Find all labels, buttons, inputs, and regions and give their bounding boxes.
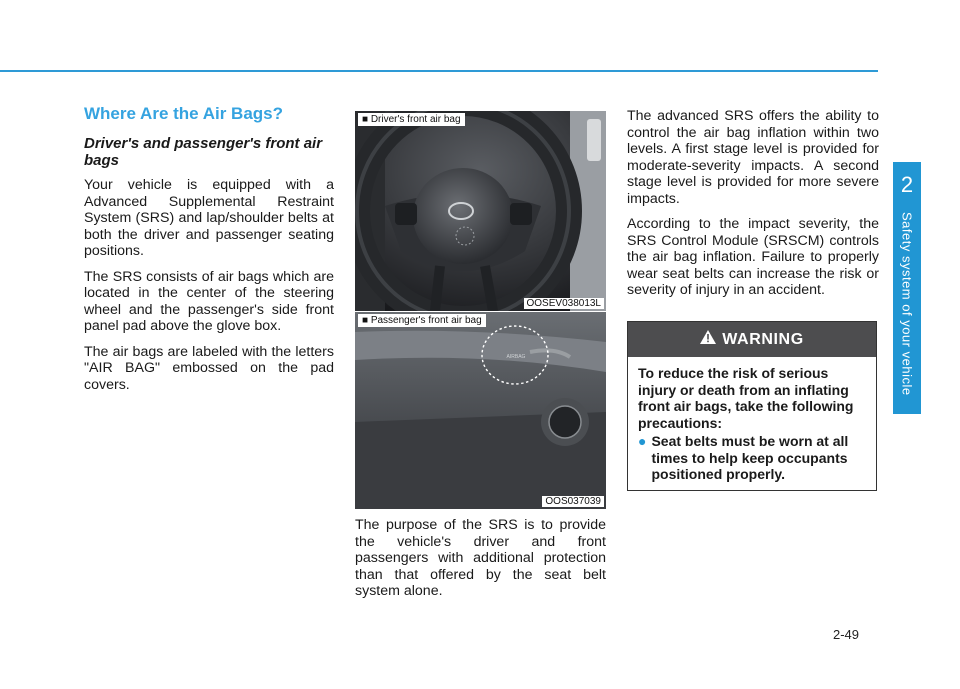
section-heading: Where Are the Air Bags? (84, 104, 284, 123)
warning-header (628, 322, 876, 357)
warning-lead: To reduce the risk of serious injury or death from an inflating front air bags, take the following precautions: (638, 365, 854, 431)
paragraph: According to the impact severity, the SRS Control Module (SRSCM) controls the air bag inflation. Failure to properly wear seat belts can increase the risk or severity of injury in an accident. (627, 216, 879, 298)
figure-caption: ■ Passenger's front air bag (358, 314, 486, 327)
right-column (627, 108, 879, 308)
section-subheading: Driver's and passenger's front air bags (84, 135, 323, 169)
figure-driver-airbag (355, 111, 606, 311)
warning-icon (700, 330, 716, 349)
middle-column-text (355, 517, 606, 609)
steering-wheel-illustration (355, 111, 606, 311)
dashboard-illustration (355, 312, 606, 509)
paragraph: The air bags are labeled with the letters "AIR BAG" embossed on the pad covers. (84, 343, 334, 393)
left-column (84, 104, 334, 402)
warning-bullet (638, 433, 866, 483)
header-rule (0, 70, 878, 72)
warning-box (627, 321, 877, 491)
page-number: 2-49 (833, 627, 860, 642)
warning-bullet-text: Seat belts must be worn at all times to help keep occupants positioned properly. (651, 433, 849, 482)
warning-body (628, 357, 876, 483)
airbag-emboss: AIRBAG (506, 354, 526, 360)
figure-passenger-airbag (355, 312, 606, 509)
figure-code: OOSEV038013L (524, 298, 605, 309)
paragraph: The SRS consists of air bags which are located in the center of the steering wheel and the passenger's side front panel pad above the glove box. (84, 268, 334, 334)
chapter-title: Safety system of your vehicle (899, 212, 915, 396)
chapter-tab: 2 (893, 162, 921, 208)
figure-caption: ■ Driver's front air bag (358, 113, 465, 126)
warning-title: WARNING (722, 330, 804, 348)
paragraph: The advanced SRS offers the ability to control the air bag inflation within two levels. A first stage level is provided for moderate-severity impacts. A second stage level is provided for more severe impacts. (627, 108, 879, 207)
bullet-icon: ● (638, 433, 647, 449)
paragraph: Your vehicle is equipped with a Advanced Supplemental Restraint System (SRS) and lap/shoulder belts at both the driver and passenger seating positions. (84, 177, 334, 259)
paragraph: The purpose of the SRS is to provide the vehicle's driver and front passengers with additional protection than that offered by the seat belt system alone. (355, 517, 606, 599)
figure-code: OOS037039 (542, 496, 604, 507)
